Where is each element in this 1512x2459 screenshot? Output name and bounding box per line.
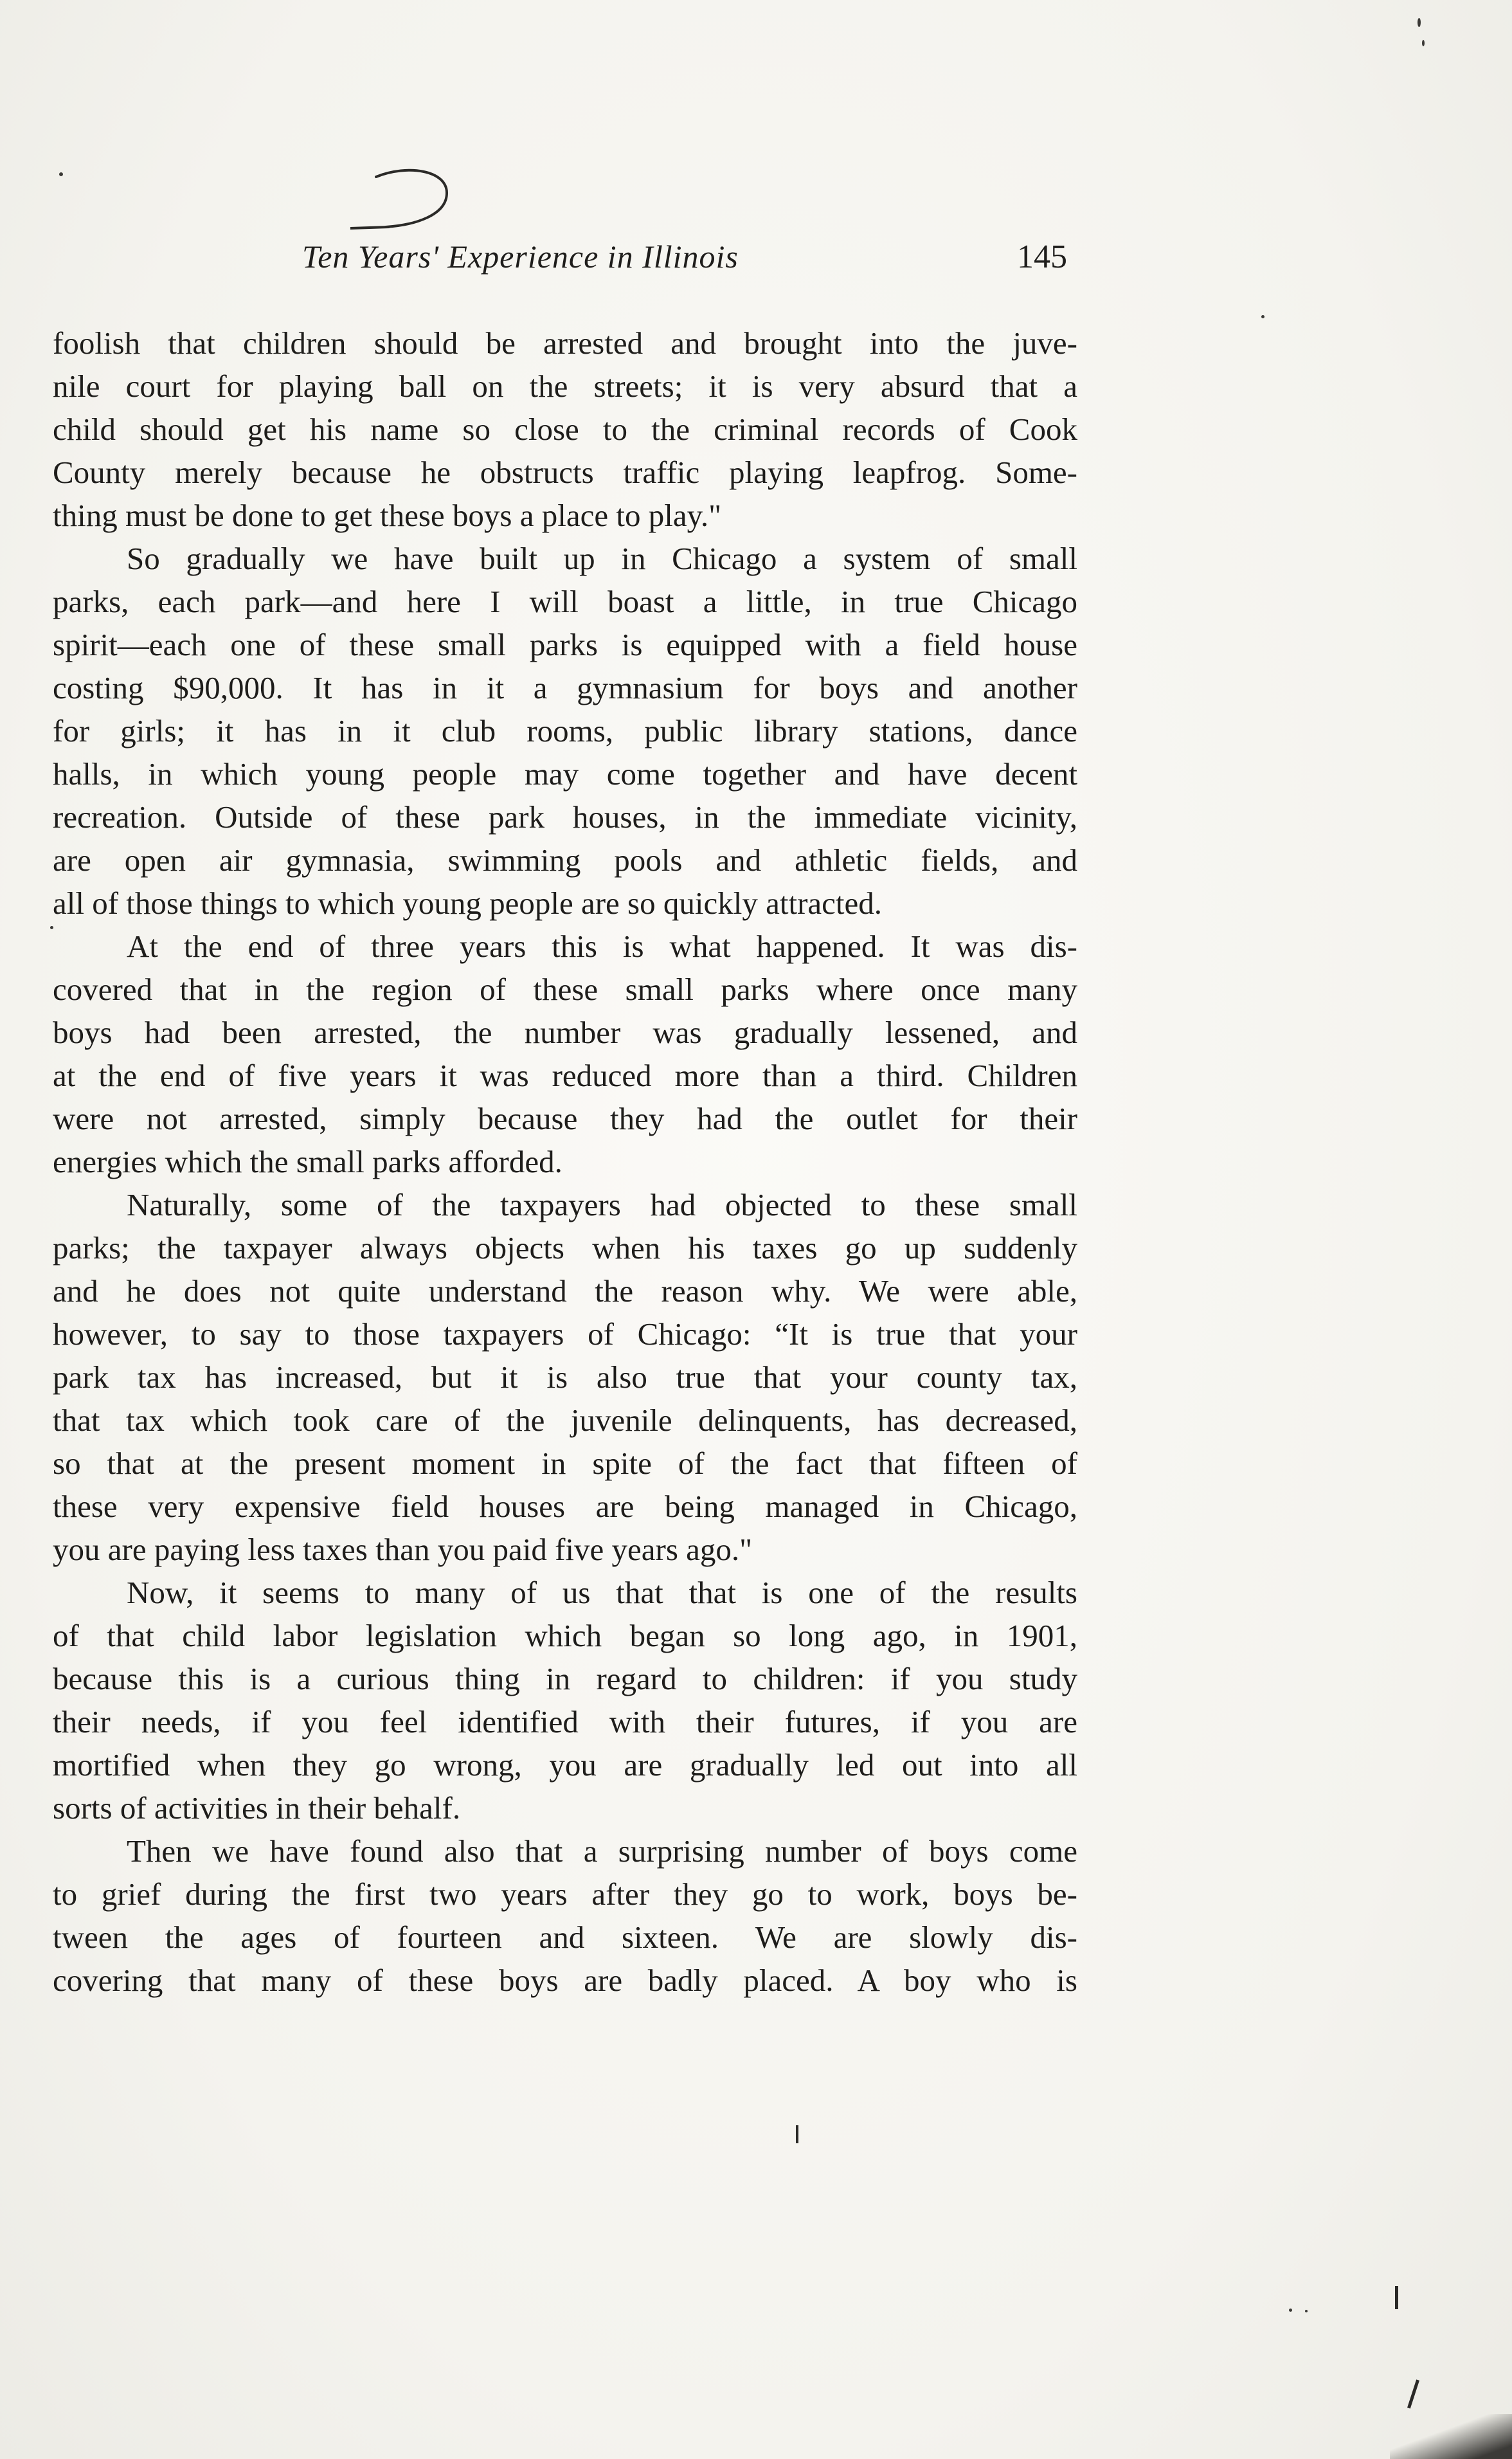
text-line: tween the ages of fourteen and sixteen. We are slowly dis-: [53, 1919, 1077, 1955]
page-number: 145: [1017, 239, 1067, 275]
scan-speck: [1422, 40, 1425, 46]
text-line: park tax has increased, but it is also true that your county tax,: [53, 1359, 1077, 1395]
text-line: you are paying less taxes than you paid five years ago.": [53, 1532, 753, 1567]
running-head: [302, 238, 1067, 289]
text-line: of that child labor legislation which began so long ago, in 1901,: [53, 1618, 1077, 1653]
text-line: that tax which took care of the juvenile delinquents, has decreased,: [53, 1402, 1077, 1438]
text-line: spirit—each one of these small parks is equipped with a field house: [53, 627, 1077, 662]
text-line: parks, each park—and here I will boast a little, in true Chicago: [53, 584, 1077, 619]
text-line: these very expensive field houses are being managed in Chicago,: [53, 1489, 1077, 1524]
text-line: child should get his name so close to the criminal records of Cook: [53, 412, 1077, 447]
text-line: to grief during the first two years after they go to work, boys be-: [53, 1876, 1077, 1912]
text-line: boys had been arrested, the number was gradually lessened, and: [53, 1015, 1077, 1050]
text-line: their needs, if you feel identified with their futures, if you are: [53, 1704, 1077, 1739]
text-line: because this is a curious thing in regard to children: if you study: [53, 1661, 1077, 1696]
text-line: thing must be done to get these boys a place to play.": [53, 498, 722, 533]
body-text: [53, 322, 1077, 2002]
pencil-annotation-mark: [350, 164, 460, 241]
text-line: covered that in the region of these small parks where once many: [53, 972, 1077, 1007]
text-line: Then we have found also that a surprising number of boys come: [127, 1833, 1077, 1869]
text-line: halls, in which young people may come together and have decent: [53, 756, 1077, 792]
page-corner-smudge: [1390, 2414, 1512, 2459]
text-line: at the end of five years it was reduced more than a third. Children: [53, 1058, 1077, 1093]
text-line: So gradually we have built up in Chicago a system of small: [127, 541, 1077, 576]
text-line: At the end of three years this is what happened. It was dis-: [127, 929, 1077, 964]
scan-speck: [1418, 18, 1421, 27]
text-line: mortified when they go wrong, you are gradually led out into all: [53, 1747, 1077, 1783]
text-line: parks; the taxpayer always objects when his taxes go up suddenly: [53, 1230, 1077, 1266]
text-line: for girls; it has in it club rooms, public library stations, dance: [53, 713, 1077, 749]
text-line: however, to say to those taxpayers of Chicago: “It is true that your: [53, 1316, 1077, 1352]
text-line: sorts of activities in their behalf.: [53, 1790, 461, 1826]
text-line: all of those things to which young people are so quickly attracted.: [53, 885, 883, 921]
text-line: are open air gymnasia, swimming pools and athletic fields, and: [53, 842, 1077, 878]
scan-speck: [59, 172, 63, 176]
text-line: and he does not quite understand the reason why. We were able,: [53, 1273, 1077, 1309]
scan-speck: [50, 926, 53, 929]
text-line: covering that many of these boys are badly placed. A boy who is: [53, 1963, 1077, 1998]
scan-speck: [1289, 2309, 1292, 2312]
scan-mark: [796, 2125, 798, 2143]
running-title: Ten Years' Experience in Illinois: [302, 239, 739, 275]
text-line: Naturally, some of the taxpayers had objected to these small: [127, 1187, 1077, 1222]
text-line: nile court for playing ball on the streets; it is very absurd that a: [53, 368, 1077, 404]
text-line: Now, it seems to many of us that that is one of the results: [127, 1575, 1077, 1610]
text-line: foolish that children should be arrested and brought into the juve-: [53, 325, 1077, 361]
text-line: County merely because he obstructs traffic playing leapfrog. Some-: [53, 455, 1077, 490]
text-line: were not arrested, simply because they had the outlet for their: [53, 1101, 1077, 1136]
text-line: recreation. Outside of these park houses, in the immediate vicinity,: [53, 799, 1077, 835]
scan-speck: [1261, 315, 1264, 318]
text-line: costing $90,000. It has in it a gymnasium for boys and another: [53, 670, 1077, 705]
text-line: so that at the present moment in spite of the fact that fifteen of: [53, 1446, 1077, 1481]
text-line: energies which the small parks afforded.: [53, 1144, 562, 1179]
scan-mark: [1395, 2286, 1398, 2309]
scan-speck: [1305, 2310, 1308, 2312]
